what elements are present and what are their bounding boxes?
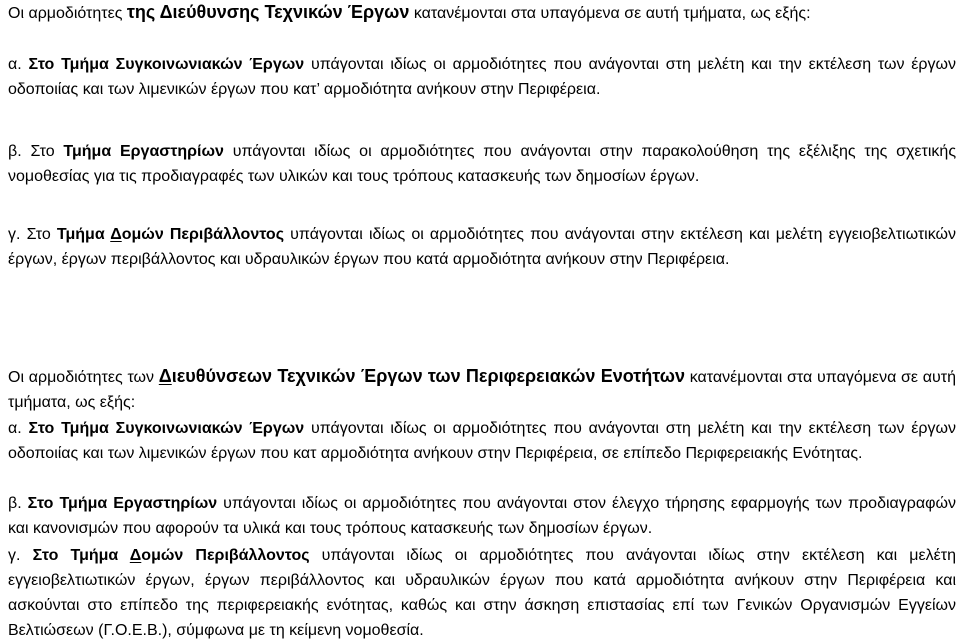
item-title: Στο Τμήμα Συγκοινωνιακών Έργων — [28, 420, 305, 437]
item-b-laboratories — [8, 139, 956, 189]
item-marker: γ. — [8, 547, 33, 564]
intro-text-after: κατανέμονται στα υπαγόμενα σε αυτή τμήματα, ως εξής: — [8, 369, 957, 411]
item-title: Τμήμα Εργαστηρίων — [63, 143, 224, 160]
item-pre: Στο — [26, 226, 57, 243]
item-b-regional-laboratories — [8, 491, 956, 541]
item-title-b: ομών Περιβάλλοντος — [121, 226, 285, 243]
item-title-underlined: Δ — [110, 226, 122, 243]
item-marker: α. — [8, 420, 29, 437]
item-title: Στο Τμήμα Εργαστηρίων — [27, 495, 218, 512]
item-a-transport-works — [8, 52, 956, 102]
item-a-regional-transport-works — [8, 416, 956, 466]
item-body: υπάγονται ιδίως οι αρμοδιότητες που ανάγονται στην παρακολούθηση της εξέλιξης της σχετικής νομοθεσίας για τις προδιαγραφές των υλικών και τους τρόπους κατασκευής των δημοσίων έργων. — [8, 143, 957, 185]
intro-underlined-letter: Δ — [158, 366, 172, 386]
intro-text-after: κατανέμονται στα υπαγόμενα σε αυτή τμήματα, ως εξής: — [409, 5, 811, 22]
item-body: υπάγονται ιδίως οι αρμοδιότητες που ανάγονται στον έλεγχο τήρησης εφαρμογής των προδιαγραφών και κανονισμών που αφορούν τα υλικά και τους τρόπους κατασκευής των δημοσίων έργων. — [8, 495, 957, 537]
item-title-underlined: Δ — [129, 547, 142, 564]
intro-text-before: Οι αρμοδιότητες — [8, 5, 127, 22]
item-marker: γ. — [8, 226, 27, 243]
item-title-a: Στο Τμήμα — [32, 547, 130, 564]
item-c-environment-structures — [8, 222, 956, 272]
item-title-a: Τμήμα — [56, 226, 111, 243]
item-title-b: ομών Περιβάλλοντος — [141, 547, 310, 564]
intro-directorate-name: της Διεύθυνσης Τεχνικών Έργων — [126, 2, 410, 22]
item-marker: β. — [8, 495, 28, 512]
item-marker: α. — [8, 56, 29, 73]
item-body: υπάγονται ιδίως οι αρμοδιότητες που ανάγονται στην εκτέλεση και μελέτη εγγειοβελτιωτικών έργων, έργων περιβάλλοντος και υδραυλικών έργων που κατά αρμοδιότητα ανήκουν στην Περιφέρεια. — [8, 226, 957, 268]
item-marker: β. — [8, 143, 31, 160]
item-body: υπάγονται ιδίως οι αρμοδιότητες που ανάγονται στη μελέτη και την εκτέλεση των έργων οδοποιίας και των λιμενικών έργων που κατ’ αρμοδιότητα ανήκουν στην Περιφέρεια. — [8, 56, 956, 98]
item-body: υπάγονται ιδίως οι αρμοδιότητες που ανάγονται ιδίως στην εκτέλεση και μελέτη εγγειοβελτιωτικών έργων, έργων περιβάλλοντος και υδραυλικών έργων που κατά αρμοδιότητα ανήκουν στην Περιφέρεια και ασκούνται στο επίπεδο της περιφερειακής ενότητας, καθώς και στην άσκηση επιστασίας επί των Γενικών Οργανισμών Εγγείων Βελτιώσεων (Γ.Ο.Ε.Β.), σύμφωνα με τη κείμενη νομοθεσία. — [8, 547, 957, 639]
intro-directorates-name: ιευθύνσεων Τεχνικών Έργων των Περιφερειακών Ενοτήτων — [171, 366, 686, 386]
item-title: Στο Τμήμα Συγκοινωνιακών Έργων — [28, 56, 305, 73]
item-body: υπάγονται ιδίως οι αρμοδιότητες που ανάγονται στη μελέτη και την εκτέλεση των έργων οδοποιίας και των λιμενικών έργων που κατ αρμοδιότητα ανήκουν στην Περιφέρεια, σε επίπεδο Περιφερειακής Ενότητας. — [8, 420, 956, 462]
intro-text-before: Οι αρμοδιότητες των — [8, 369, 159, 386]
intro-paragraph-directorate — [8, 0, 956, 26]
item-c-regional-environment-structures — [8, 543, 956, 643]
item-pre: Στο — [30, 143, 64, 160]
intro-paragraph-regional-units — [8, 364, 956, 415]
